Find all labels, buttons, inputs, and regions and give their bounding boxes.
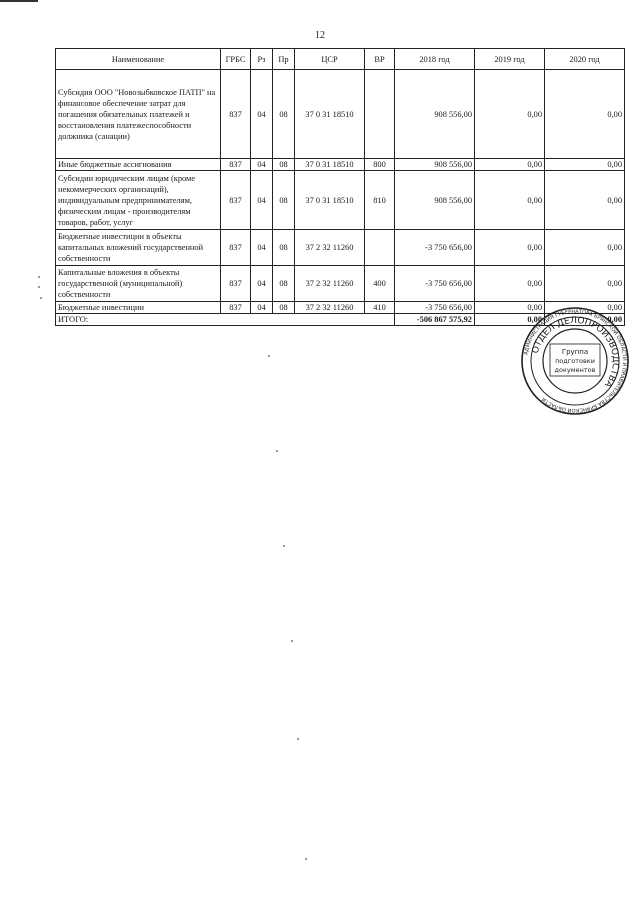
header-rz: Рз xyxy=(251,49,273,70)
cell-rz: 04 xyxy=(251,171,273,230)
cell-name: Бюджетные инвестиции в объекты капитальных вложений государственной собственности xyxy=(56,230,221,266)
cell-2018: -3 750 656,00 xyxy=(395,302,475,314)
scan-edge-mark xyxy=(0,0,38,2)
scan-speck xyxy=(268,355,270,357)
cell-vr: 810 xyxy=(365,171,395,230)
scan-speck xyxy=(305,858,307,860)
cell-pr: 08 xyxy=(273,171,295,230)
header-grbs: ГРБС xyxy=(221,49,251,70)
cell-csr: 37 0 31 18510 xyxy=(295,159,365,171)
cell-csr: 37 0 31 18510 xyxy=(295,171,365,230)
cell-2018: -3 750 656,00 xyxy=(395,266,475,302)
cell-name: Субсидии юридическим лицам (кроме некоммерческих организаций), индивидуальным предпринимателям, физическим лицам - производителям товаров, работ, услуг xyxy=(56,171,221,230)
scan-speck xyxy=(297,738,299,740)
total-2018: -506 867 575,92 xyxy=(395,314,475,326)
scan-speck xyxy=(291,640,293,642)
table-row xyxy=(56,266,625,302)
cell-rz: 04 xyxy=(251,230,273,266)
cell-csr: 37 2 32 11260 xyxy=(295,266,365,302)
header-vr: ВР xyxy=(365,49,395,70)
cell-rz: 04 xyxy=(251,302,273,314)
cell-grbs: 837 xyxy=(221,230,251,266)
cell-name: Бюджетные инвестиции xyxy=(56,302,221,314)
cell-grbs: 837 xyxy=(221,159,251,171)
cell-vr: 400 xyxy=(365,266,395,302)
cell-2019: 0,00 xyxy=(475,159,545,171)
cell-2019: 0,00 xyxy=(475,302,545,314)
scan-speck xyxy=(276,450,278,452)
table-row xyxy=(56,230,625,266)
table-row xyxy=(56,70,625,159)
stamp-center-line-2: подготовки xyxy=(555,357,595,365)
cell-2020: 0,00 xyxy=(545,159,625,171)
official-stamp xyxy=(520,306,630,416)
header-2018: 2018 год xyxy=(395,49,475,70)
total-2020: 0,00 xyxy=(545,314,625,326)
total-2019: 0,00 xyxy=(475,314,545,326)
header-2020: 2020 год xyxy=(545,49,625,70)
cell-pr: 08 xyxy=(273,230,295,266)
cell-grbs: 837 xyxy=(221,171,251,230)
cell-rz: 04 xyxy=(251,70,273,159)
table-row xyxy=(56,159,625,171)
cell-vr xyxy=(365,70,395,159)
cell-pr: 08 xyxy=(273,302,295,314)
cell-grbs: 837 xyxy=(221,266,251,302)
cell-2020: 0,00 xyxy=(545,302,625,314)
cell-2019: 0,00 xyxy=(475,171,545,230)
cell-2018: 908 556,00 xyxy=(395,171,475,230)
cell-2019: 0,00 xyxy=(475,70,545,159)
scan-speck xyxy=(38,286,40,288)
table-header-row xyxy=(56,49,625,70)
cell-2018: 908 556,00 xyxy=(395,70,475,159)
cell-2018: -3 750 656,00 xyxy=(395,230,475,266)
header-name: Наименование xyxy=(56,49,221,70)
stamp-ring-text: ОТДЕЛ ДЕЛОПРОИЗВОДСТВА xyxy=(530,315,621,389)
header-csr: ЦСР xyxy=(295,49,365,70)
stamp-center-line-1: Группа xyxy=(561,348,589,356)
stamp-center-line-3: документов xyxy=(554,366,596,374)
header-2019: 2019 год xyxy=(475,49,545,70)
cell-name: Капитальные вложения в объекты государственной (муниципальной) собственности xyxy=(56,266,221,302)
stamp-outer-text: АДМИНИСТРАЦИЯ ГУБЕРНАТОРА БРЯНСКОЙ ОБЛАСТИ И ПРАВИТЕЛЬСТВА БРЯНСКОЙ ОБЛАСТИ xyxy=(523,308,628,414)
cell-2019: 0,00 xyxy=(475,230,545,266)
header-pr: Пр xyxy=(273,49,295,70)
cell-pr: 08 xyxy=(273,70,295,159)
cell-csr: 37 2 32 11260 xyxy=(295,230,365,266)
cell-vr xyxy=(365,230,395,266)
total-label: ИТОГО: xyxy=(56,314,395,326)
cell-grbs: 837 xyxy=(221,302,251,314)
cell-vr: 800 xyxy=(365,159,395,171)
cell-2020: 0,00 xyxy=(545,230,625,266)
cell-2020: 0,00 xyxy=(545,266,625,302)
cell-csr: 37 0 31 18510 xyxy=(295,70,365,159)
table-row xyxy=(56,171,625,230)
cell-pr: 08 xyxy=(273,159,295,171)
cell-name: Иные бюджетные ассигнования xyxy=(56,159,221,171)
scan-speck xyxy=(38,276,40,278)
cell-grbs: 837 xyxy=(221,70,251,159)
cell-rz: 04 xyxy=(251,266,273,302)
cell-vr: 410 xyxy=(365,302,395,314)
cell-2020: 0,00 xyxy=(545,70,625,159)
cell-rz: 04 xyxy=(251,159,273,171)
scan-speck xyxy=(40,297,42,299)
cell-2018: 908 556,00 xyxy=(395,159,475,171)
cell-name: Субсидия ООО "Новозыбковское ПАТП" на финансовое обеспечение затрат для погашения обязательных платежей и восстановления платежеспособности должника (санации) xyxy=(56,70,221,159)
cell-2019: 0,00 xyxy=(475,266,545,302)
page-number: 12 xyxy=(315,30,325,41)
cell-csr: 37 2 32 11260 xyxy=(295,302,365,314)
cell-pr: 08 xyxy=(273,266,295,302)
scan-speck xyxy=(283,545,285,547)
budget-table xyxy=(55,48,625,326)
cell-2020: 0,00 xyxy=(545,171,625,230)
